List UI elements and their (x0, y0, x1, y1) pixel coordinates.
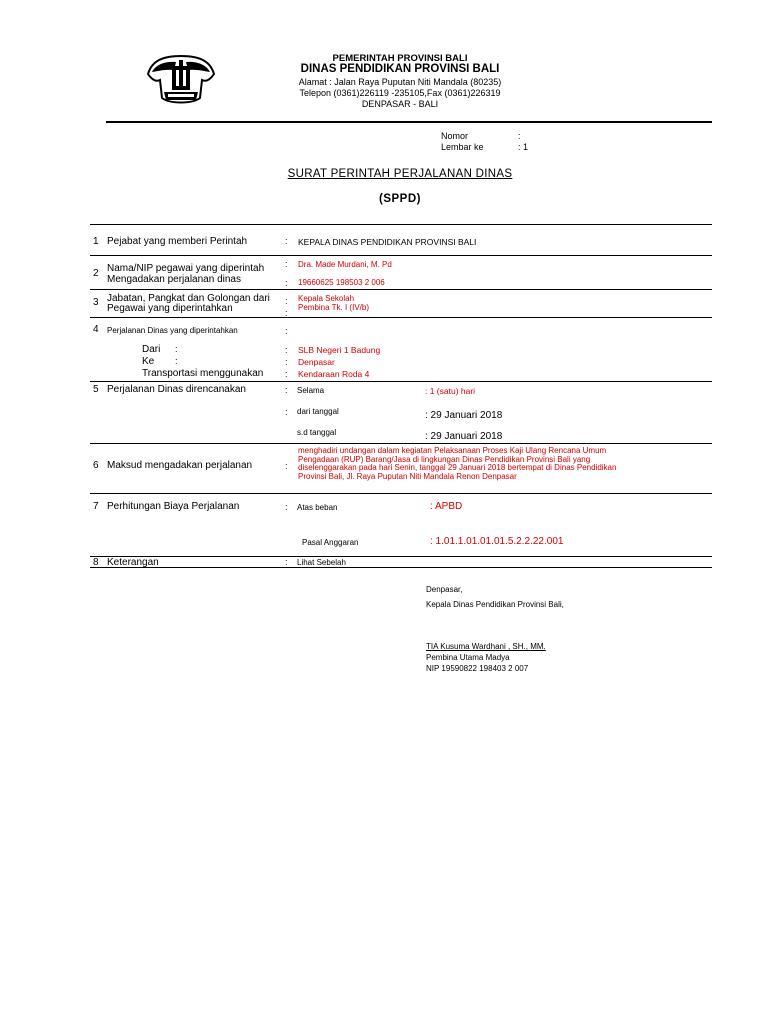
row-number: 1 (93, 236, 99, 247)
row-label: Perjalanan Dinas yang diperintahkan (107, 326, 238, 335)
row-label: Perhitungan Biaya Perjalanan (107, 501, 240, 512)
lembar-value: : 1 (518, 142, 529, 152)
lembar-label: Lembar ke (441, 142, 484, 152)
row-colon: : (285, 557, 288, 567)
selama-label: Selama (297, 386, 325, 395)
transport-value: Kendaraan Roda 4 (298, 369, 370, 379)
budget-label: Atas beban (297, 503, 338, 512)
row-label: Pejabat yang memberi Perintah (107, 236, 248, 247)
letterhead-phone: Telepon (0361)226119 -235105,Fax (0361)226319 (299, 88, 501, 98)
employee-nip: 19660625 198503 2 006 (298, 278, 385, 287)
employee-rank: Pembina Tk. I (IV/b) (298, 303, 369, 312)
table-line (90, 289, 712, 290)
row-number: 3 (93, 297, 99, 308)
row-label: Jabatan, Pangkat dan Golongan dari (107, 293, 270, 304)
signatory-rank: Pembina Utama Madya (426, 653, 510, 662)
row-colon: : (285, 407, 288, 417)
table-line (90, 556, 712, 557)
table-line (90, 493, 712, 494)
row-number: 2 (93, 268, 99, 279)
purpose-line-4: Provinsi Bali, Jl. Raya Puputan Niti Mandala Renon Denpasar (298, 472, 517, 481)
start-date-label: dari tanggal (297, 407, 339, 416)
row-colon: : (285, 502, 288, 512)
budget-value: : APBD (430, 501, 463, 512)
purpose-line-1: menghadiri undangan dalam kegiatan Pelaksanaan Proses Kaji Ulang Rencana Umum (298, 446, 607, 455)
duration-value: : 1 (satu) hari (425, 386, 476, 396)
row-number: 8 (93, 557, 99, 568)
row-colon: : (285, 385, 288, 395)
row-colon: : (285, 326, 288, 336)
row-colon: : (285, 296, 288, 306)
budget-article-label: Pasal Anggaran (302, 538, 359, 547)
row-colon: : (175, 344, 178, 354)
row-colon: : (285, 461, 288, 471)
row-colon: : (285, 236, 288, 246)
nomor-label: Nomor (441, 131, 469, 141)
table-line (90, 255, 712, 256)
row-label: Perjalanan Dinas direncanakan (107, 384, 246, 395)
letterhead-government: PEMERINTAH PROVINSI BALI (332, 53, 468, 64)
row-number: 4 (93, 324, 99, 335)
row-label: Nama/NIP pegawai yang diperintah (107, 263, 265, 274)
signature-place: Denpasar, (426, 585, 463, 594)
signature-position: Kepala Dinas Pendidikan Provinsi Bali, (426, 600, 564, 609)
employee-position: Kepala Sekolah (298, 294, 355, 303)
row-number: 5 (93, 384, 99, 395)
start-date-value: : 29 Januari 2018 (425, 410, 503, 421)
document-title: SURAT PERINTAH PERJALANAN DINAS (287, 168, 513, 180)
remarks-value: Lihat Sebelah (297, 558, 346, 567)
row-colon: : (285, 369, 288, 379)
end-date-value: : 29 Januari 2018 (425, 431, 503, 442)
signatory-nip: NIP 19590822 198403 2 007 (426, 664, 529, 673)
table-line (90, 381, 712, 382)
table-line (90, 224, 712, 225)
document-subtitle: (SPPD) (379, 193, 421, 205)
letterhead-city: DENPASAR - BALI (361, 99, 439, 109)
origin-value: SLB Negeri 1 Badung (298, 345, 381, 355)
letterhead-divider (106, 121, 712, 123)
row-colon: : (285, 259, 288, 269)
row-label: Keterangan (107, 557, 159, 568)
signatory-name: TIA Kusuma Wardhani , SH., MM. (426, 642, 546, 651)
row-colon: : (285, 357, 288, 367)
row-number: 7 (93, 501, 99, 512)
table-line (90, 443, 712, 444)
row-number: 6 (93, 460, 99, 471)
dari-label: Dari (142, 344, 161, 355)
employee-name: Dra. Made Murdani, M. Pd (298, 260, 392, 269)
letterhead-agency: DINAS PENDIDIKAN PROVINSI BALI (300, 63, 500, 75)
bali-emblem-logo (146, 50, 216, 106)
row-colon: : (285, 308, 288, 318)
row-value: KEPALA DINAS PENDIDIKAN PROVINSI BALI (298, 237, 477, 247)
table-line (90, 317, 712, 318)
end-date-label: s.d tanggal (297, 428, 337, 437)
ke-label: Ke (142, 356, 155, 367)
row-colon: : (285, 278, 288, 288)
budget-article-value: : 1.01.1.01.01.01.5.2.2.22.001 (430, 536, 564, 547)
nomor-value: : (518, 131, 521, 141)
table-line (90, 567, 712, 568)
row-colon: : (285, 345, 288, 355)
transport-label: Transportasi menggunakan (142, 368, 264, 379)
letterhead-address: Alamat : Jalan Raya Puputan Niti Mandala (80235) (298, 77, 502, 87)
purpose-line-3: diselenggarakan pada hari Senin, tanggal 29 Januari 2018 bertempat di Dinas Pendidikan (298, 463, 617, 472)
row-label: Pegawai yang diperintahkan (107, 303, 233, 314)
row-label: Maksud mengadakan perjalanan (107, 460, 253, 471)
destination-value: Denpasar (298, 357, 335, 367)
purpose-line-2: Pengadaan (RUP) Barang/Jasa di lingkungan Dinas Pendidikan Provinsi Bali yang (298, 455, 591, 464)
row-colon: : (175, 356, 178, 366)
row-label: Mengadakan perjalanan dinas (107, 274, 241, 285)
